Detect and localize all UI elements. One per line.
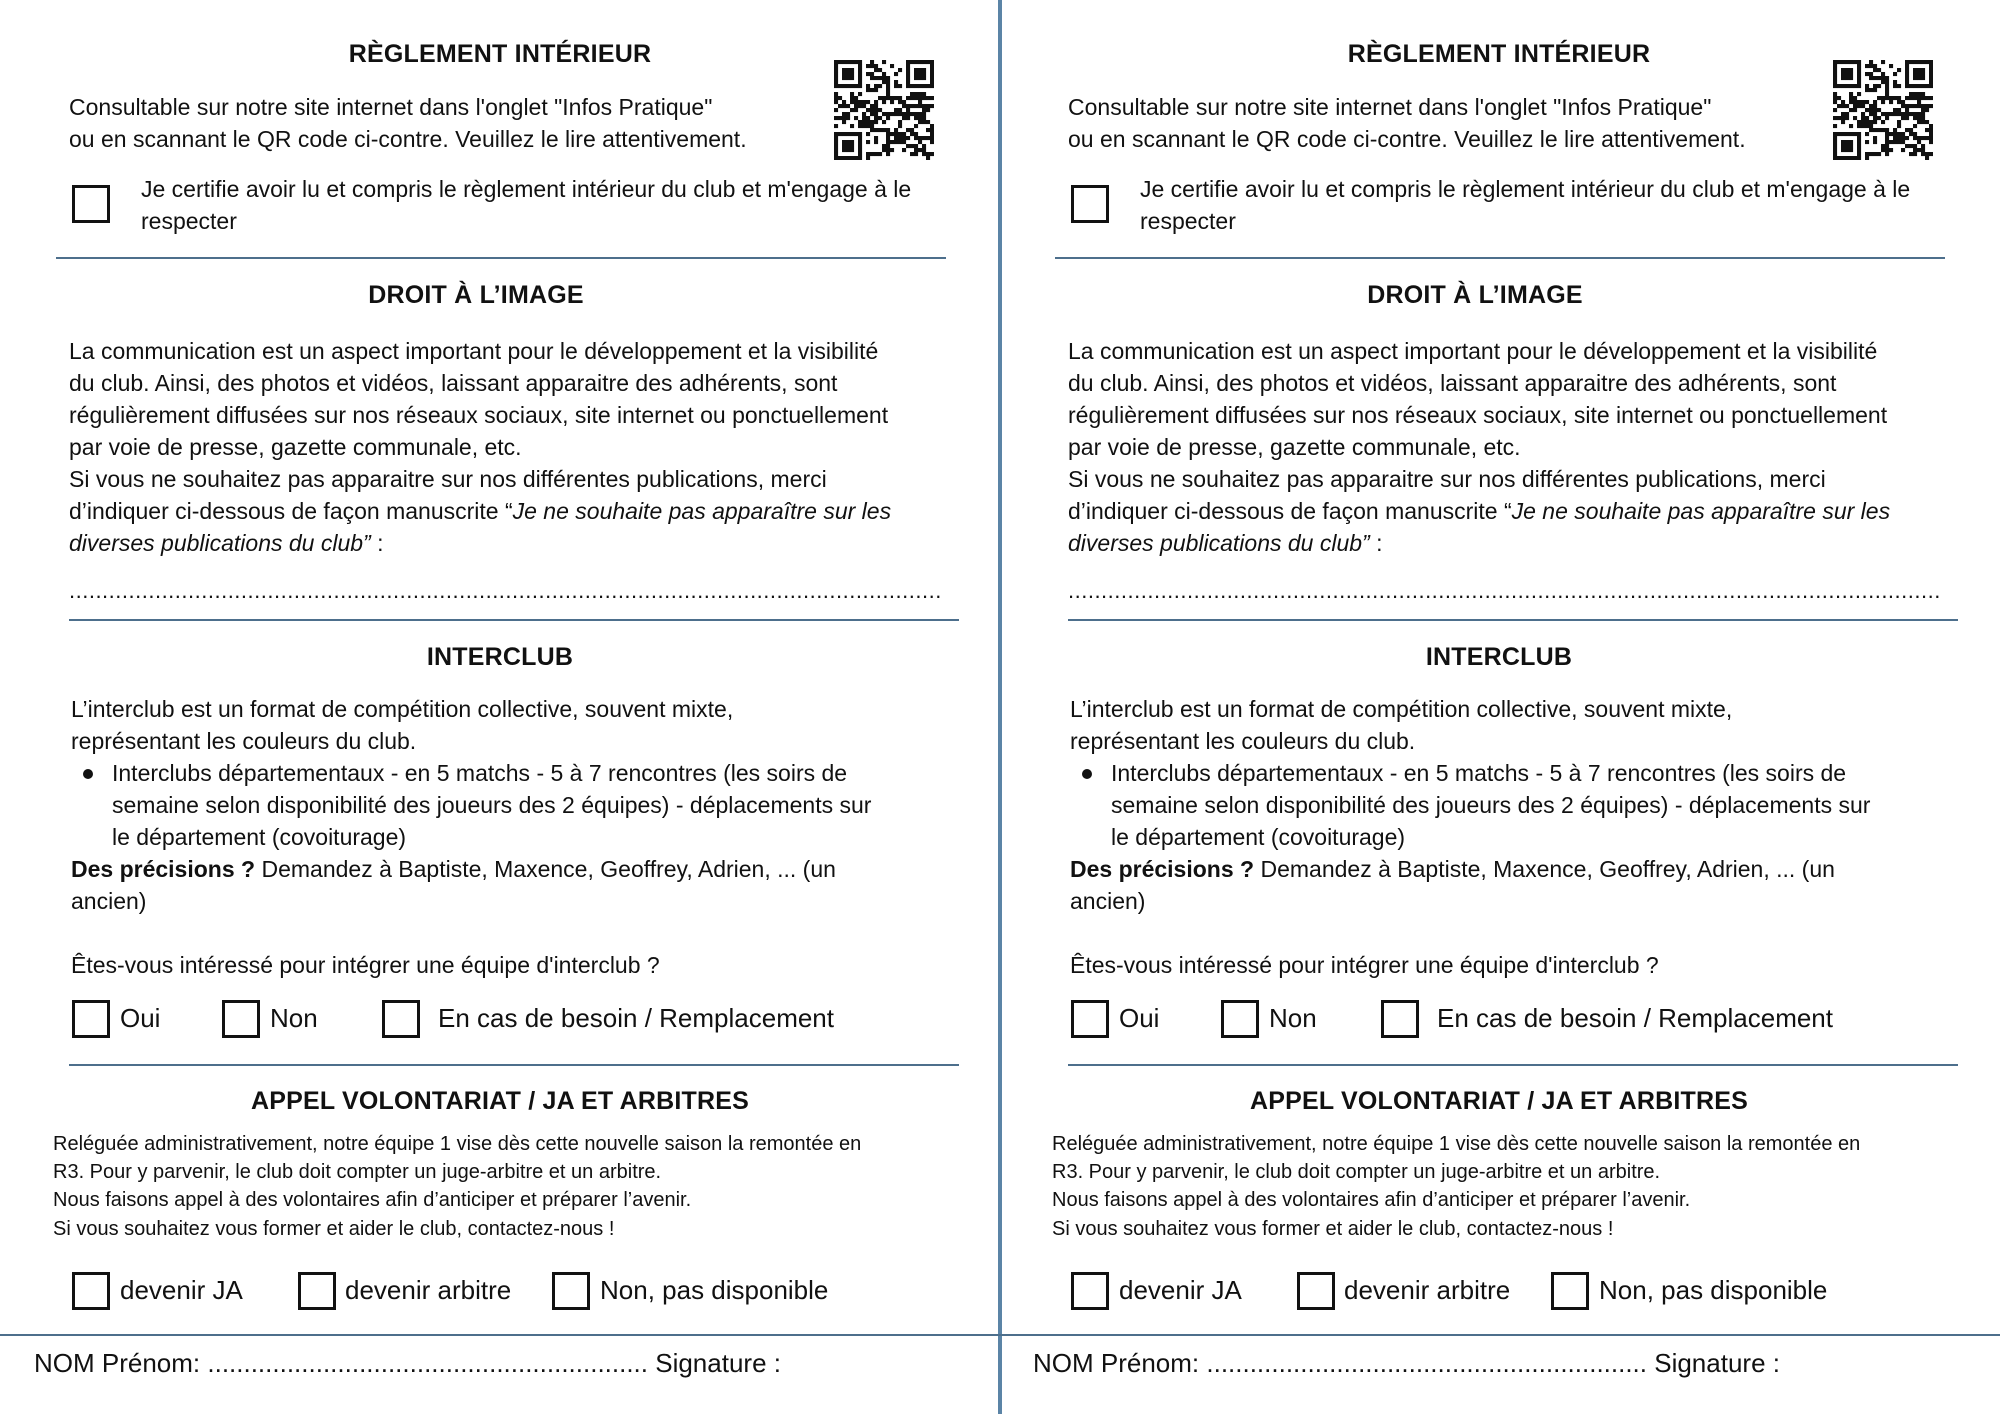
section-separator (69, 619, 959, 621)
volontariat-title: APPEL VOLONTARIAT / JA ET ARBITRES (250, 1087, 750, 1115)
droit-image-text-7: diverses publications du club” : (1068, 530, 1383, 556)
interclub-precision-2: ancien) (71, 888, 147, 914)
interclub-oui-checkbox[interactable] (1071, 1000, 1109, 1038)
devenir-arbitre-label: devenir arbitre (345, 1275, 512, 1305)
interclub-oui-label: Oui (120, 1003, 161, 1033)
droit-image-text-4: par voie de presse, gazette communale, etc. (1068, 434, 1521, 460)
interclub-oui-label: Oui (1119, 1003, 1160, 1033)
interclub-question: Êtes-vous intéressé pour intégrer une équipe d'interclub ? (1070, 952, 1659, 978)
droit-image-text-3: régulièrement diffusées sur nos réseaux sociaux, site internet ou ponctuellement (69, 402, 889, 428)
reglement-certify-text-1: Je certifie avoir lu et compris le règlement intérieur du club et m'engage à le (1140, 176, 1911, 202)
section-separator (56, 257, 946, 259)
reglement-certify-text-1: Je certifie avoir lu et compris le règlement intérieur du club et m'engage à le (141, 176, 912, 202)
volontariat-text-3: Nous faisons appel à des volontaires afin d’anticiper et préparer l’avenir. (53, 1189, 692, 1211)
non-disponible-label: Non, pas disponible (600, 1275, 829, 1305)
droit-image-text-1: La communication est un aspect important pour le développement et la visibilité (69, 338, 879, 364)
interclub-question: Êtes-vous intéressé pour intégrer une équipe d'interclub ? (71, 952, 660, 978)
devenir-ja-checkbox[interactable] (72, 1272, 110, 1310)
interclub-bullet-3: le département (covoiturage) (1111, 824, 1406, 850)
volontariat-text-3: Nous faisons appel à des volontaires afin d’anticiper et préparer l’avenir. (1052, 1189, 1691, 1211)
interclub-non-checkbox[interactable] (1221, 1000, 1259, 1038)
interclub-non-label: Non (270, 1003, 318, 1033)
volontariat-text-4: Si vous souhaitez vous former et aider le club, contactez-nous ! (53, 1218, 615, 1240)
section-separator (1068, 619, 1958, 621)
droit-image-text-2: du club. Ainsi, des photos et vidéos, laissant apparaitre des adhérents, sont (69, 370, 838, 396)
devenir-arbitre-checkbox[interactable] (298, 1272, 336, 1310)
volontariat-title: APPEL VOLONTARIAT / JA ET ARBITRES (1249, 1087, 1749, 1115)
nom-prenom-signature[interactable]: NOM Prénom: ............................................................. Signature : (34, 1348, 781, 1378)
handwritten-line[interactable]: .................................................................................................................................... (69, 578, 942, 603)
bullet-dot (83, 769, 93, 779)
non-disponible-checkbox[interactable] (552, 1272, 590, 1310)
interclub-bullet-1: Interclubs départementaux - en 5 matchs - 5 à 7 rencontres (les soirs de (112, 760, 848, 786)
interclub-remplacement-label: En cas de besoin / Remplacement (1437, 1003, 1833, 1033)
form-copy-right (999, 0, 1999, 1414)
volontariat-text-2: R3. Pour y parvenir, le club doit compter un juge-arbitre et un arbitre. (53, 1161, 662, 1183)
devenir-arbitre-label: devenir arbitre (1344, 1275, 1511, 1305)
interclub-bullet-3: le département (covoiturage) (112, 824, 407, 850)
interclub-text-2: représentant les couleurs du club. (71, 728, 417, 754)
reglement-text-1: Consultable sur notre site internet dans l'onglet "Infos Pratique" (69, 94, 713, 120)
interclub-non-label: Non (1269, 1003, 1317, 1033)
section-separator (69, 1064, 959, 1066)
droit-image-text-2: du club. Ainsi, des photos et vidéos, laissant apparaitre des adhérents, sont (1068, 370, 1837, 396)
bullet-dot (1082, 769, 1092, 779)
devenir-arbitre-checkbox[interactable] (1297, 1272, 1335, 1310)
reglement-text-2: ou en scannant le QR code ci-contre. Veuillez le lire attentivement. (1068, 126, 1746, 152)
qr-code-icon (1833, 60, 1933, 160)
interclub-bullet-2: semaine selon disponibilité des joueurs des 2 équipes) - déplacements sur (1111, 792, 1871, 818)
reglement-certify-checkbox[interactable] (1071, 185, 1109, 223)
droit-image-title: DROIT À L’IMAGE (1367, 281, 1583, 309)
non-disponible-label: Non, pas disponible (1599, 1275, 1828, 1305)
interclub-bullet-1: Interclubs départementaux - en 5 matchs - 5 à 7 rencontres (les soirs de (1111, 760, 1847, 786)
interclub-precision: Des précisions ? Demandez à Baptiste, Maxence, Geoffrey, Adrien, ... (un (1070, 856, 1835, 882)
volontariat-text-4: Si vous souhaitez vous former et aider le club, contactez-nous ! (1052, 1218, 1614, 1240)
droit-image-text-4: par voie de presse, gazette communale, etc. (69, 434, 522, 460)
reglement-title: RÈGLEMENT INTÉRIEUR (348, 40, 652, 68)
reglement-text-2: ou en scannant le QR code ci-contre. Veuillez le lire attentivement. (69, 126, 747, 152)
devenir-ja-label: devenir JA (120, 1275, 243, 1305)
droit-image-text-6: d’indiquer ci-dessous de façon manuscrite “Je ne souhaite pas apparaître sur les (1068, 498, 1891, 524)
droit-image-text-5: Si vous ne souhaitez pas apparaitre sur nos différentes publications, merci (1068, 466, 1826, 492)
droit-image-text-5: Si vous ne souhaitez pas apparaitre sur nos différentes publications, merci (69, 466, 827, 492)
interclub-text-1: L’interclub est un format de compétition collective, souvent mixte, (1070, 696, 1733, 722)
droit-image-text-7: diverses publications du club” : (69, 530, 384, 556)
handwritten-line[interactable]: .................................................................................................................................... (1068, 578, 1941, 603)
interclub-title: INTERCLUB (426, 643, 574, 671)
interclub-remplacement-checkbox[interactable] (1381, 1000, 1419, 1038)
interclub-remplacement-label: En cas de besoin / Remplacement (438, 1003, 834, 1033)
reglement-certify-text-2: respecter (141, 208, 237, 234)
reglement-title: RÈGLEMENT INTÉRIEUR (1347, 40, 1651, 68)
interclub-text-2: représentant les couleurs du club. (1070, 728, 1416, 754)
volontariat-text-1: Reléguée administrativement, notre équipe 1 vise dès cette nouvelle saison la remontée en (53, 1133, 862, 1155)
droit-image-title: DROIT À L’IMAGE (368, 281, 584, 309)
reglement-certify-text-2: respecter (1140, 208, 1236, 234)
qr-code-icon (834, 60, 934, 160)
interclub-remplacement-checkbox[interactable] (382, 1000, 420, 1038)
interclub-precision-2: ancien) (1070, 888, 1146, 914)
interclub-text-1: L’interclub est un format de compétition collective, souvent mixte, (71, 696, 734, 722)
interclub-precision: Des précisions ? Demandez à Baptiste, Maxence, Geoffrey, Adrien, ... (un (71, 856, 836, 882)
volontariat-text-1: Reléguée administrativement, notre équipe 1 vise dès cette nouvelle saison la remontée en (1052, 1133, 1861, 1155)
section-separator (1055, 257, 1945, 259)
volontariat-text-2: R3. Pour y parvenir, le club doit compter un juge-arbitre et un arbitre. (1052, 1161, 1661, 1183)
non-disponible-checkbox[interactable] (1551, 1272, 1589, 1310)
devenir-ja-checkbox[interactable] (1071, 1272, 1109, 1310)
section-separator (1068, 1064, 1958, 1066)
reglement-certify-checkbox[interactable] (72, 185, 110, 223)
interclub-bullet-2: semaine selon disponibilité des joueurs des 2 équipes) - déplacements sur (112, 792, 872, 818)
interclub-non-checkbox[interactable] (222, 1000, 260, 1038)
reglement-text-1: Consultable sur notre site internet dans l'onglet "Infos Pratique" (1068, 94, 1712, 120)
nom-prenom-signature[interactable]: NOM Prénom: ............................................................. Signature : (1033, 1348, 1780, 1378)
droit-image-text-6: d’indiquer ci-dessous de façon manuscrite “Je ne souhaite pas apparaître sur les (69, 498, 892, 524)
interclub-oui-checkbox[interactable] (72, 1000, 110, 1038)
droit-image-text-1: La communication est un aspect important pour le développement et la visibilité (1068, 338, 1878, 364)
devenir-ja-label: devenir JA (1119, 1275, 1242, 1305)
droit-image-text-3: régulièrement diffusées sur nos réseaux sociaux, site internet ou ponctuellement (1068, 402, 1888, 428)
interclub-title: INTERCLUB (1425, 643, 1573, 671)
